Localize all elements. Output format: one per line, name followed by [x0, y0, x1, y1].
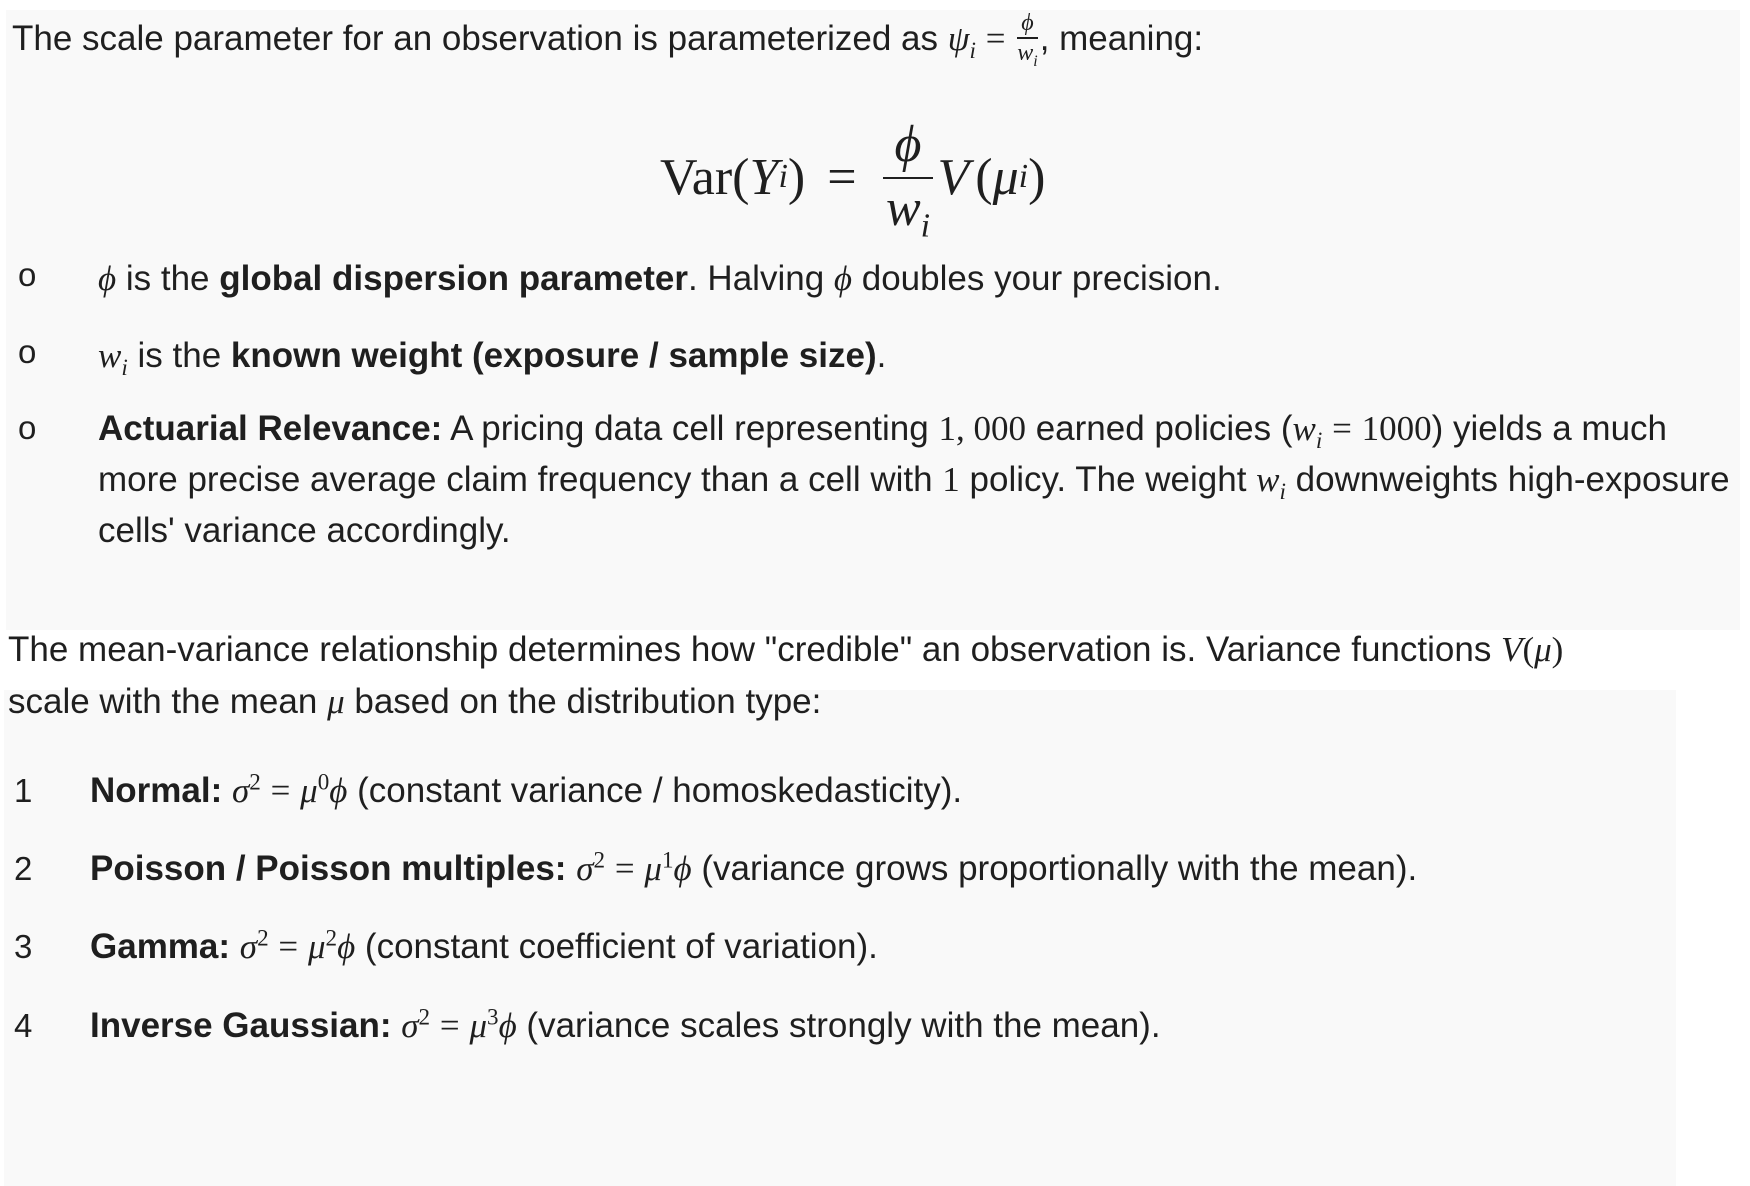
weight-value: 1000 [1361, 409, 1432, 448]
text: doubles your precision. [852, 259, 1222, 298]
distribution-label: Normal: [90, 771, 223, 810]
item-number: 4 [14, 1007, 33, 1044]
text: earned policies ( [1025, 409, 1293, 448]
text: based on the distribution type: [344, 682, 822, 721]
distribution-label: Inverse Gaussian: [90, 1006, 392, 1045]
bold-term: known weight (exposure / sample size) [230, 336, 877, 375]
mu-power: 3 [487, 1003, 499, 1030]
text: policy. The weight [959, 460, 1257, 499]
text: is the [116, 259, 220, 298]
intro-text-end: , meaning: [1039, 19, 1204, 58]
variance-item-text: Gamma: $\sigma^2 = \mu^2\phi$ (constant coefficient of variation). [90, 924, 878, 966]
item-number: 3 [14, 928, 33, 965]
description: (variance scales strongly with the mean). [516, 1006, 1161, 1045]
bullet-marker: o [18, 409, 37, 446]
scale-parameter-intro [12, 10, 1203, 69]
description: (constant coefficient of variation). [355, 927, 878, 966]
bold-term: Actuarial Relevance: [98, 409, 443, 448]
bold-term: global dispersion parameter [219, 259, 688, 298]
description: (constant variance / homoskedasticity). [347, 771, 963, 810]
distribution-label: Poisson / Poisson multiples: [90, 849, 567, 888]
bullet-marker: o [18, 256, 37, 293]
bullet-dispersion-text: ϕ is the global dispersion parameter. Halving ϕ doubles your precision. [98, 259, 1222, 298]
single-policy-count: 1 [942, 460, 960, 499]
text: downweights high-exposure cells' variance accordingly. [98, 460, 1730, 550]
text: . [876, 336, 887, 375]
intro-text: The scale parameter for an observation is parameterized as [12, 19, 948, 58]
mean-variance-intro: The mean-variance relationship determines how "credible" an observation is. Variance functions V(μ) scale with the mean μ based on the distribution type: [8, 630, 1564, 721]
text: . Halving [687, 259, 834, 298]
psi-definition-formula: $\psi_i$ = $\frac{\phi}{w_i}$ [947, 9, 1038, 70]
mu-power: 0 [317, 768, 330, 795]
text: The mean-variance relationship determines how "credible" an observation is. Variance functions [8, 630, 1502, 669]
variance-item-text: Normal: $\sigma^2 = \mu^0\phi$ (constant variance / homoskedasticity). [90, 768, 963, 810]
variance-equation: Var( Y i ) = $\frac{\phi}{w_i}$ V ( μ i ) [660, 116, 1046, 245]
item-number: 2 [14, 850, 33, 887]
description: (variance grows proportionally with the mean). [691, 849, 1418, 888]
mu-power: 1 [661, 846, 674, 873]
variance-item-text: Poisson / Poisson multiples: $\sigma^2 = \mu^1\phi$ (variance grows proportionally with the mean). [90, 846, 1418, 888]
distribution-label: Gamma: [90, 927, 231, 966]
text: is the [127, 336, 231, 375]
text: A pricing data cell representing [442, 409, 939, 448]
text: ) yields a much more precise average claim frequency than a cell with [98, 409, 1668, 499]
bullet-weight-text: $w_i$ is the known weight (exposure / sample size). [98, 336, 887, 380]
mu-power: 2 [325, 924, 338, 951]
policy-count: 1, 000 [938, 409, 1026, 448]
text: scale with the mean [8, 682, 328, 721]
bullet-marker: o [18, 333, 37, 370]
variance-item-text: Inverse Gaussian: $\sigma^2 = \mu^3\phi$ (variance scales strongly with the mean). [90, 1003, 1161, 1045]
bullet-actuarial-text: Actuarial Relevance: A pricing data cell representing 1, 000 earned policies $(w_i = 1000)$ yields a much more precise average claim frequency than a cell with 1 policy. The weight $w_i$ downweights high-exposure cells' variance accordingly. [98, 409, 1730, 550]
item-number: 1 [14, 772, 33, 809]
